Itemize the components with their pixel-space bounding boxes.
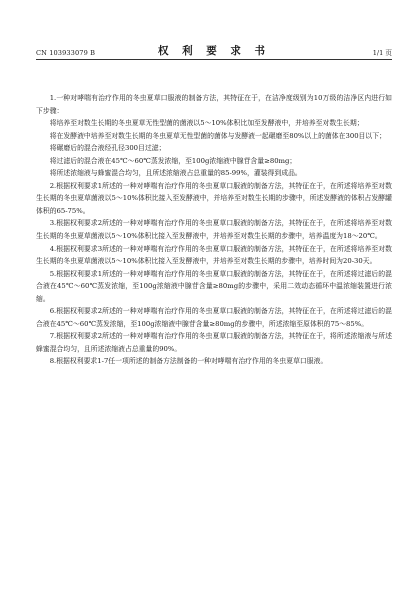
claims-body [36, 92, 392, 368]
claim-7-paragraph: 7.根据权利要求2所述的一种对哮喘有治疗作用的冬虫夏草口服液的制备方法，其特征在于，将所述浓缩液与所述蜂蜜混合均匀，且所述浓缩液占总重量的90%。 [36, 332, 392, 353]
claim-1-paragraph: 1.一种对哮喘有治疗作用的冬虫夏草口服液的制备方法，其特征在于，在洁净度级别为10万级的洁净区内进行如下步骤： [36, 94, 392, 115]
header-divider [36, 59, 392, 60]
page-header [36, 40, 392, 60]
claim-1-step-culture: 将培养至对数生长期的冬虫夏草无性型菌的菌液以5～10%体积比加至发酵液中，并培养至对数生长期； [49, 119, 364, 128]
claim-8-paragraph: 8.根据权利要求1-7任一项所述的制备方法制备的一种对哮喘有治疗作用的冬虫夏草口服液。 [49, 357, 328, 366]
claim-2-paragraph: 2.根据权利要求1所述的一种对哮喘有治疗作用的冬虫夏草口服液的制备方法，其特征在于，在所述将培养至对数生长期的冬虫夏草菌液以5～10%体积比接入至发酵液中，并培养至对数生长期的步骤中，所述发酵液的体积占发酵罐体积的65-75%。 [36, 181, 392, 215]
claim-1-step-filter: 将碾磨后的混合液经孔径300目过滤； [49, 144, 166, 153]
claim-1-step-concentrate: 将过滤后的混合液在45℃～60℃蒸发浓缩，至100g浓缩液中腺苷含量≥80mg； [49, 156, 297, 165]
document-number: CN 103933079 B [36, 49, 96, 57]
claim-1-step-grind: 将在发酵液中培养至对数生长期的冬虫夏草无性型菌的菌体与发酵液一起碾磨至80%以上的菌体在300目以下； [49, 131, 386, 140]
claim-6-paragraph: 6.根据权利要求2所述的一种对哮喘有治疗作用的冬虫夏草口服液的制备方法，其特征在于，在所述将过滤后的混合液在45℃～60℃蒸发浓缩，至100g浓缩液中腺苷含量≥80mg的步骤中，所述浓缩至原体积的75～85%。 [36, 307, 392, 328]
claim-5-paragraph: 5.根据权利要求1所述的一种对哮喘有治疗作用的冬虫夏草口服液的制备方法，其特征在于，在所述将过滤后的混合液在45℃～60℃蒸发浓缩，至100g浓缩液中腺苷含量≥80mg的步骤中，采用二效动态循环中温浓缩装置进行浓缩。 [36, 269, 392, 303]
document-title: 权 利 要 求 书 [157, 45, 271, 57]
claim-1-step-mix: 将所述浓缩液与蜂蜜混合均匀，且所述浓缩液占总重量的85-99%，灌装得到成品。 [49, 169, 302, 178]
claim-3-paragraph: 3.根据权利要求2所述的一种对哮喘有治疗作用的冬虫夏草口服液的制备方法，其特征在于，在所述将培养至对数生长期的冬虫夏草菌液以5～10%体积比接入至发酵液中，并培养至对数生长期的步骤中，培养温度为18～20℃。 [36, 219, 392, 241]
page-number: 1/1 页 [372, 49, 392, 57]
claim-4-paragraph: 4.根据权利要求3所述的一种对哮喘有治疗作用的冬虫夏草口服液的制备方法，其特征在于，在所述将培养至对数生长期的冬虫夏草菌液以5～10%体积比接入至发酵液中，并培养至对数生长期的步骤中，培养时间为20-30天。 [36, 244, 392, 266]
